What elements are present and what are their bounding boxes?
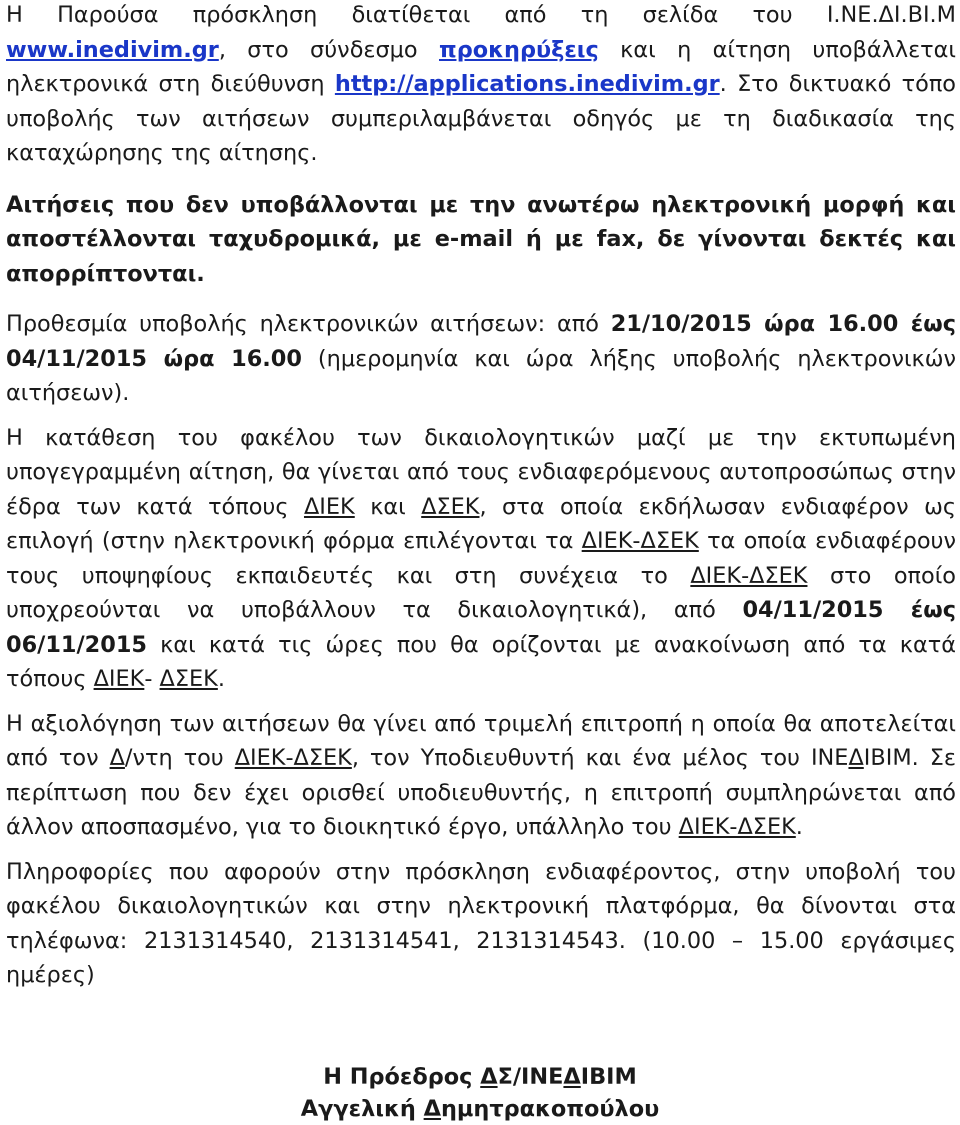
text: Η Παρούσα πρόσκληση διατίθεται από τη σελίδα του Ι.ΝΕ.ΔΙ.ΒΙ.Μ <box>6 2 956 28</box>
text: ΔΙΕΚ-ΔΣΕΚ <box>690 562 808 589</box>
text: ΔΙΕΚ <box>303 493 355 520</box>
paragraph-evaluation <box>6 707 956 845</box>
text: Δ <box>563 1064 581 1090</box>
signature-title <box>0 1061 960 1093</box>
paragraph-deadline <box>6 307 956 411</box>
paragraph-application-info <box>6 0 956 171</box>
text: στο οποίο υποχρεούνται να υποβάλλουν τα δικαιολογητικά), από <box>6 562 956 623</box>
text: Δ <box>423 1096 441 1122</box>
text: . Στο δικτυακό τόπο υποβολής των αιτήσεων συμπεριλαμβάνεται οδηγός με τη διαδικασία της καταχώρησης της αίτησης. <box>6 71 956 166</box>
text: /ντη του <box>124 745 235 771</box>
signature-name <box>0 1093 960 1125</box>
text: Δ <box>109 745 125 771</box>
deadline-dates: 21/10/2015 ώρα 16.00 έως 04/11/2015 ώρα 16.00 <box>6 311 956 372</box>
link-inedivim-site[interactable]: www.inedivim.gr <box>6 36 219 63</box>
text: Δ <box>848 745 864 771</box>
text: , τον Υποδιευθυντή και ένα μέλος του ΙΝΕ <box>351 745 849 771</box>
text: Προθεσμία υποβολής ηλεκτρονικών αιτήσεων: από <box>6 311 611 337</box>
text: ημητρακοπούλου <box>440 1096 660 1122</box>
text: . <box>795 814 803 840</box>
link-applications-site[interactable]: http://applications.inedivim.gr <box>334 71 720 97</box>
text: Η Πρόεδρος <box>323 1064 481 1090</box>
paragraph-submission-procedure <box>6 421 956 697</box>
text: Η κατάθεση του φακέλου των δικαιολογητικών μαζί με την εκτυπωμένη υπογεγραμμένη αίτηση, θα γίνεται από τους ενδιαφερόμενους αυτοπροσώπως στην έδρα των κατά τόπους <box>6 424 956 520</box>
paragraph-rejection-notice: Αιτήσεις που δεν υποβάλλονται με την ανωτέρω ηλεκτρονική μορφή και αποστέλλονται ταχυδρομικά, με e-mail ή με fax, δε γίνονται δεκτές και απορρίπτονται. <box>6 191 956 287</box>
text: Σ/ΙΝΕ <box>497 1064 564 1090</box>
text: ΔΣΕΚ <box>159 666 218 692</box>
text: ΔΙΕΚ-ΔΣΕΚ <box>581 528 699 554</box>
text: ΔΙΕΚ-ΔΣΕΚ <box>234 745 352 771</box>
text: (ημερομηνία και ώρα λήξης υποβολής ηλεκτρονικών αιτήσεων). <box>6 345 957 406</box>
document-body <box>6 0 956 993</box>
text: - <box>144 666 160 692</box>
text: Αγγελική <box>300 1096 424 1122</box>
text: , στο σύνδεσμο <box>218 36 439 63</box>
text: ΙΒΙΜ <box>580 1064 637 1090</box>
link-announcements[interactable]: προκηρύξεις <box>439 36 599 63</box>
text: και η αίτηση υποβάλλεται ηλεκτρονικά στη διεύθυνση <box>6 36 956 97</box>
text: ΔΙΕΚ-ΔΣΕΚ <box>678 814 796 840</box>
text: ΔΣΕΚ <box>421 493 480 520</box>
text: τα οποία ενδιαφέρουν τους υποψηφίους εκπαιδευτές και στη συνέχεια το <box>6 528 956 589</box>
text: και κατά τις ώρες που θα ορίζονται με ανακοίνωση από τα κατά τόπους <box>6 631 956 692</box>
text: . <box>217 666 225 692</box>
text: , στα οποία εκδήλωσαν ενδιαφέρον ως επιλογή (στην ηλεκτρονική φόρμα επιλέγονται τα <box>6 493 956 554</box>
submission-dates: 04/11/2015 έως 06/11/2015 <box>6 597 957 658</box>
text: Δ <box>480 1064 498 1090</box>
paragraph-contact-info: Πληροφορίες που αφορούν στην πρόσκληση ενδιαφέροντος, στην υποβολή του φακέλου δικαιολογητικών και στην ηλεκτρονική πλατφόρμα, θα δίνονται στα τηλέφωνα: 2131314540, 2131314541, 2131314543. (10.00 – 15.00 εργάσιμες ημέρες) <box>6 858 956 988</box>
text: Η αξιολόγηση των αιτήσεων θα γίνει από τριμελή επιτροπή η οποία θα αποτελείται από τον <box>6 710 956 771</box>
text: και <box>354 493 422 520</box>
text: ΔΙΕΚ <box>93 666 145 692</box>
text: ΙΒΙΜ. Σε περίπτωση που δεν έχει ορισθεί υποδιευθυντής, η επιτροπή συμπληρώνεται από άλλον αποσπασμένο, για το διοικητικό έργο, υπάλληλο του <box>6 745 957 840</box>
